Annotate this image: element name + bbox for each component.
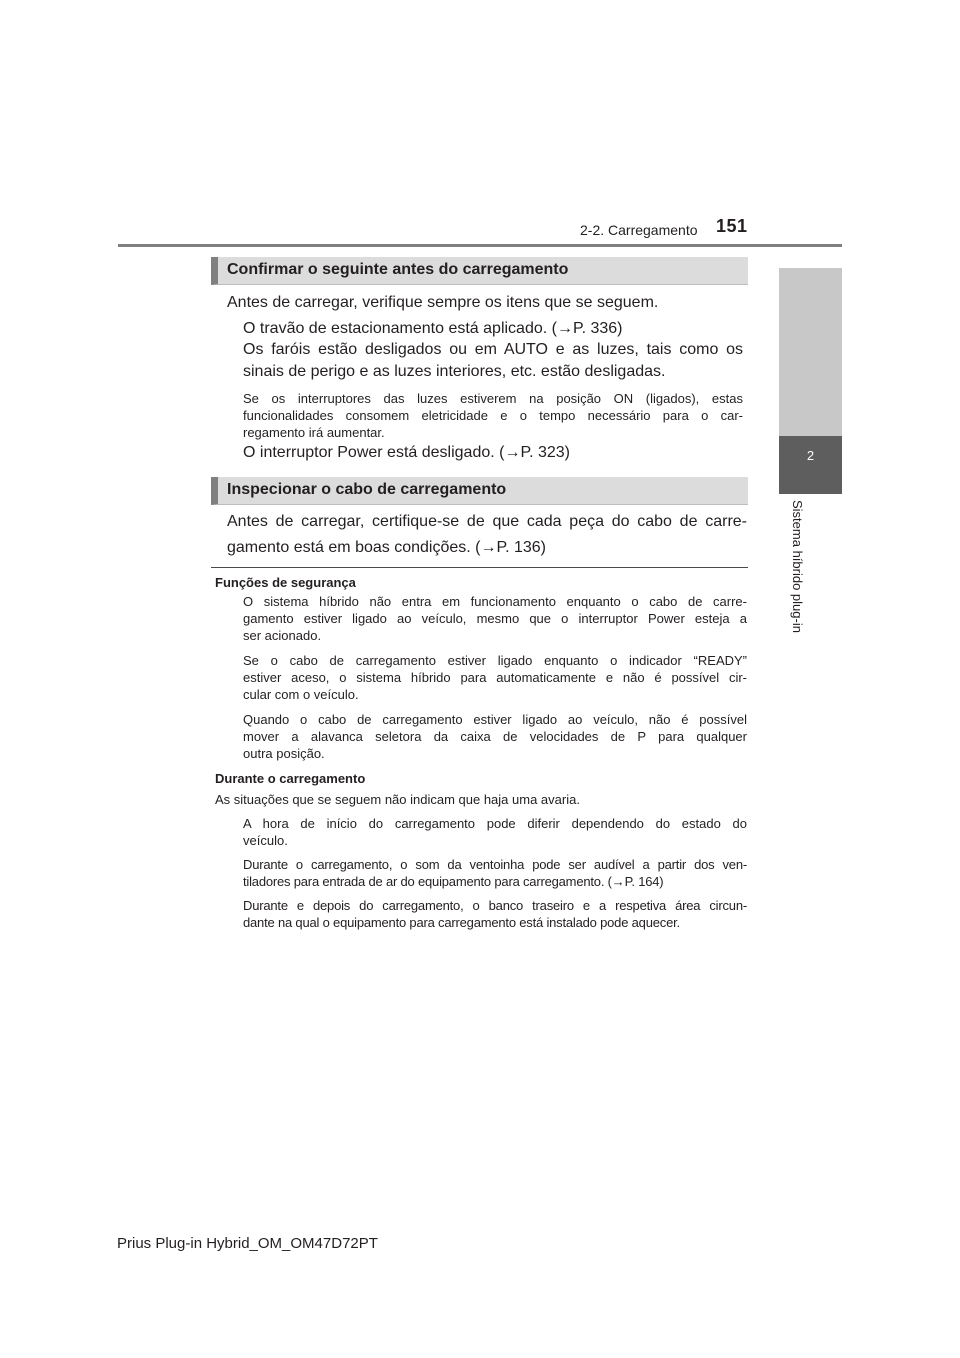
checklist-item: O interruptor Power está desligado. (→P. 323): [243, 444, 570, 461]
note-line: Se o cabo de carregamento estiver ligado enquanto o indicador “READY”: [243, 653, 747, 668]
note-line: ser acionado.: [243, 628, 322, 643]
section-body-line: Antes de carregar, certifique-se de que cada peça do cabo de carre-: [227, 513, 747, 530]
header-divider: [118, 244, 842, 247]
note-line: outra posição.: [243, 746, 325, 761]
checklist-note-line: Se os interruptores das luzes estiverem na posição ON (ligados), estas: [243, 391, 743, 406]
note-line: Durante o carregamento, o som da ventoinha pode ser audível a partir dos ven-: [243, 857, 747, 872]
note-line: tiladores para entrada de ar do equipamento para carregamento. (→P. 164): [243, 874, 664, 889]
checklist-item-line: sinais de perigo e as luzes interiores, etc. estão desligadas.: [243, 363, 666, 380]
checklist-note-line: funcionalidades consomem eletricidade e o tempo necessário para o car-: [243, 408, 743, 423]
section-heading-inspect: [211, 477, 748, 505]
note-line: dante na qual o equipamento para carregamento está instalado pode aquecer.: [243, 915, 680, 930]
document-id: Prius Plug-in Hybrid_OM_OM47D72PT: [117, 1235, 378, 1252]
note-line: Quando o cabo de carregamento estiver ligado ao veículo, não é possível: [243, 712, 747, 727]
chapter-number: 2: [806, 448, 815, 463]
section-header: 2-2. Carregamento: [580, 222, 698, 238]
chapter-tab-background: [779, 268, 842, 436]
notes-divider: [211, 567, 748, 568]
note-title-charging: Durante o carregamento: [215, 771, 366, 786]
checklist-item-line: Os faróis estão desligados ou em AUTO e as luzes, tais como os: [243, 341, 743, 358]
chapter-title: Sistema híbrido plug-in: [790, 500, 805, 633]
section-heading-text: Confirmar o seguinte antes do carregamento: [227, 261, 569, 278]
section-intro: Antes de carregar, verifique sempre os itens que se seguem.: [227, 294, 659, 311]
section-body-line: gamento está em boas condições. (→P. 136): [227, 539, 546, 556]
note-line: mover a alavanca seletora da caixa de velocidades de P para qualquer: [243, 729, 747, 744]
note-line: Durante e depois do carregamento, o banco traseiro e a respetiva área circun-: [243, 898, 747, 913]
note-line: veículo.: [243, 833, 288, 848]
checklist-note-line: regamento irá aumentar.: [243, 425, 385, 440]
note-line: O sistema híbrido não entra em funcionamento enquanto o cabo de carre-: [243, 594, 747, 609]
checklist-item: O travão de estacionamento está aplicado. (→P. 336): [243, 320, 623, 337]
note-line: A hora de início do carregamento pode diferir dependendo do estado do: [243, 816, 747, 831]
section-heading-confirm: [211, 257, 748, 285]
note-line: cular com o veículo.: [243, 687, 359, 702]
note-line: estiver aceso, o sistema híbrido para automaticamente e não é possível cir-: [243, 670, 747, 685]
note-line: gamento estiver ligado ao veículo, mesmo que o interruptor Power esteja a: [243, 611, 747, 626]
section-heading-text: Inspecionar o cabo de carregamento: [227, 481, 507, 498]
note-title-safety: Funções de segurança: [215, 575, 356, 590]
note-intro: As situações que se seguem não indicam que haja uma avaria.: [215, 792, 580, 807]
page-number: 151: [716, 216, 748, 236]
chapter-tab-marker: [779, 436, 842, 494]
